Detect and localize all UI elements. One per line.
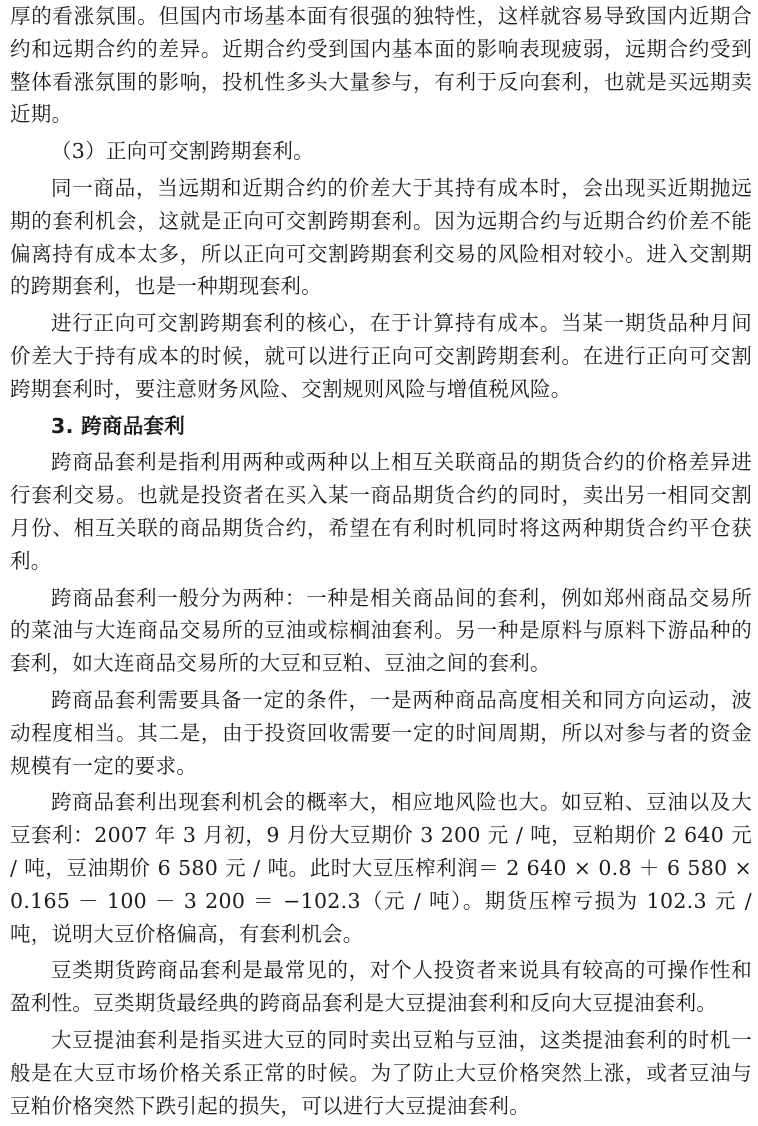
paragraph-intro: 厚的看涨氛围。但国内市场基本面有很强的独特性，这样就容易导致国内近期合约和远期合约的差异。近期合约受到国内基本面的影响表现疲弱，远期合约受到整体看涨氛围的影响，投机性多头大量参与，有利于反向套利，也就是买远期卖近期。 [10,4,752,127]
paragraph-forward-spread-definition: 同一商品，当远期和近期合约的价差大于其持有成本时，会出现买近期抛远期的套利机会，这就是正向可交割跨期套利。因为远期合约与近期合约价差不能偏离持有成本太多，所以正向可交割跨期套利交易的风险相对较小。进入交割期的跨期套利，也是一种期现套利。 [10,175,752,299]
paragraph-cross-commodity-definition: 跨商品套利是指利用两种或两种以上相互关联商品的期货合约的价格差异进行套利交易。也就是投资者在买入某一商品期货合约的同时，卖出另一相同交割月份、相互关联的商品期货合约，希望在有利时机同时将这两种期货合约平仓获利。 [10,450,752,573]
paragraph-cross-commodity-example: 跨商品套利出现套利机会的概率大，相应地风险也大。如豆粕、豆油以及大豆套利：2007 年 3 月初，9 月份大豆期价 3 200 元 / 吨，豆粕期价 2 640 元 / 吨，豆油期价 6 580 元 / 吨。此时大豆压榨利润＝ 2 640 × 0.8 ＋ 6 580 × 0.165 － 100 － 3 200 ＝ −102.3（元 / 吨）。期货压榨亏损为 102.3 元 / 吨，说明大豆价格偏高，有套利机会。 [10,790,752,946]
paragraph-soybean-arbitrage: 豆类期货跨商品套利是最常见的，对个人投资者来说具有较高的可操作性和盈利性。豆类期货最经典的跨商品套利是大豆提油套利和反向大豆提油套利。 [10,958,752,1016]
paragraph-cross-commodity-types: 跨商品套利一般分为两种：一种是相关商品间的套利，例如郑州商品交易所的菜油与大连商品交易所的豆油或棕榈油套利。另一种是原料与原料下游品种的套利，如大连商品交易所的大豆和豆粕、豆油之间的套利。 [10,585,752,676]
heading-cross-commodity-arbitrage: 3. 跨商品套利 [51,413,186,438]
document-page [10,0,752,1126]
paragraph-forward-spread-core: 进行正向可交割跨期套利的核心，在于计算持有成本。当某一期货品种月间价差大于持有成本的时候，就可以进行正向可交割跨期套利。在进行正向可交割跨期套利时，要注意财务风险、交割规则风险与增值税风险。 [10,311,752,401]
paragraph-cross-commodity-conditions: 跨商品套利需要具备一定的条件，一是两种商品高度相关和同方向运动，波动程度相当。其二是，由于投资回收需要一定的时间周期，所以对参与者的资金规模有一定的要求。 [10,687,752,778]
heading-forward-deliverable-spread: （3）正向可交割跨期套利。 [51,139,314,164]
paragraph-soybean-crush-spread: 大豆提油套利是指买进大豆的同时卖出豆粕与豆油，这类提油套利的时机一般是在大豆市场价格关系正常的时候。为了防止大豆价格突然上涨，或者豆油与豆粕价格突然下跌引起的损失，可以进行大豆提油套利。 [10,1027,752,1118]
